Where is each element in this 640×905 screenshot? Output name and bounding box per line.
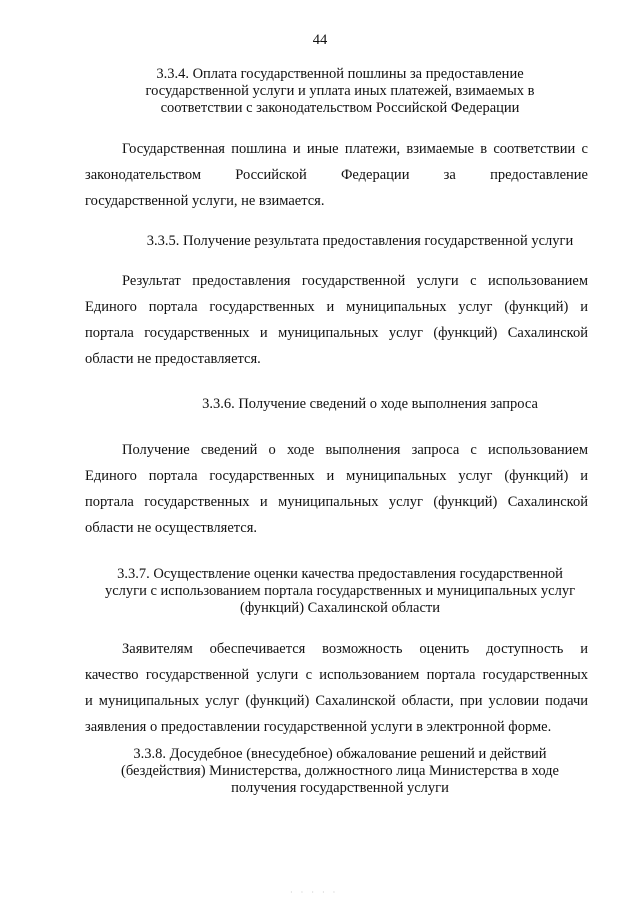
paragraph-line: Единого портала государственных и муниципальных услуг (функций) и: [85, 468, 588, 484]
heading-line: получения государственной услуги: [231, 780, 449, 796]
paragraph-line: Результат предоставления государственной услуги с использованием: [122, 273, 588, 289]
heading-line: (бездействия) Министерства, должностного лица Министерства в ходе: [121, 763, 559, 779]
paragraph-line: качество государственной услуги с использованием портала государственных: [85, 667, 588, 683]
page-number: 44: [312, 32, 328, 48]
heading-line: 3.3.8. Досудебное (внесудебное) обжалование решений и действий: [133, 746, 547, 762]
heading-line: 3.3.6. Получение сведений о ходе выполнения запроса: [202, 396, 538, 412]
heading-line: услуги с использованием портала государственных и муниципальных услуг: [104, 583, 576, 599]
paragraph-line: портала государственных и муниципальных услуг (функций) Сахалинской: [85, 494, 588, 510]
section-paragraph-3-3-5: [85, 268, 588, 372]
paragraph-line: законодательством Российской Федерации за предоставление: [85, 167, 588, 183]
section-heading-3-3-6: [140, 396, 600, 413]
section-heading-3-3-5: [110, 233, 610, 250]
paragraph-line: Государственная пошлина и иные платежи, взимаемые в соответствии с: [122, 141, 588, 157]
heading-line: государственной услуги и уплата иных платежей, взимаемых в: [145, 83, 535, 99]
section-paragraph-3-3-6: [85, 437, 588, 541]
heading-line: 3.3.5. Получение результата предоставления государственной услуги: [146, 233, 574, 249]
scan-artifact: · · · · ·: [290, 888, 339, 897]
paragraph-line: области не осуществляется.: [85, 520, 257, 536]
paragraph-line: области не предоставляется.: [85, 351, 261, 367]
paragraph-line: Заявителям обеспечивается возможность оценить доступность и: [122, 641, 588, 657]
section-paragraph-3-3-4: [85, 136, 588, 214]
paragraph-line: Единого портала государственных и муниципальных услуг (функций) и: [85, 299, 588, 315]
heading-line: соответствии с законодательством Российской Федерации: [160, 100, 520, 116]
section-heading-3-3-7: [80, 566, 600, 617]
heading-line: 3.3.4. Оплата государственной пошлины за предоставление: [156, 66, 524, 82]
paragraph-line: заявления о предоставлении государственной услуги в электронной форме.: [85, 719, 552, 735]
section-heading-3-3-8: [95, 746, 585, 797]
section-paragraph-3-3-7: [85, 636, 588, 740]
section-heading-3-3-4: [130, 66, 550, 117]
paragraph-line: и муниципальных услуг (функций) Сахалинской области, при условии подачи: [85, 693, 588, 709]
paragraph-line: портала государственных и муниципальных услуг (функций) Сахалинской: [85, 325, 588, 341]
paragraph-line: Получение сведений о ходе выполнения запроса с использованием: [122, 442, 588, 458]
heading-line: 3.3.7. Осуществление оценки качества предоставления государственной: [117, 566, 563, 582]
heading-line: (функций) Сахалинской области: [240, 600, 440, 616]
paragraph-line: государственной услуги, не взимается.: [85, 193, 325, 209]
